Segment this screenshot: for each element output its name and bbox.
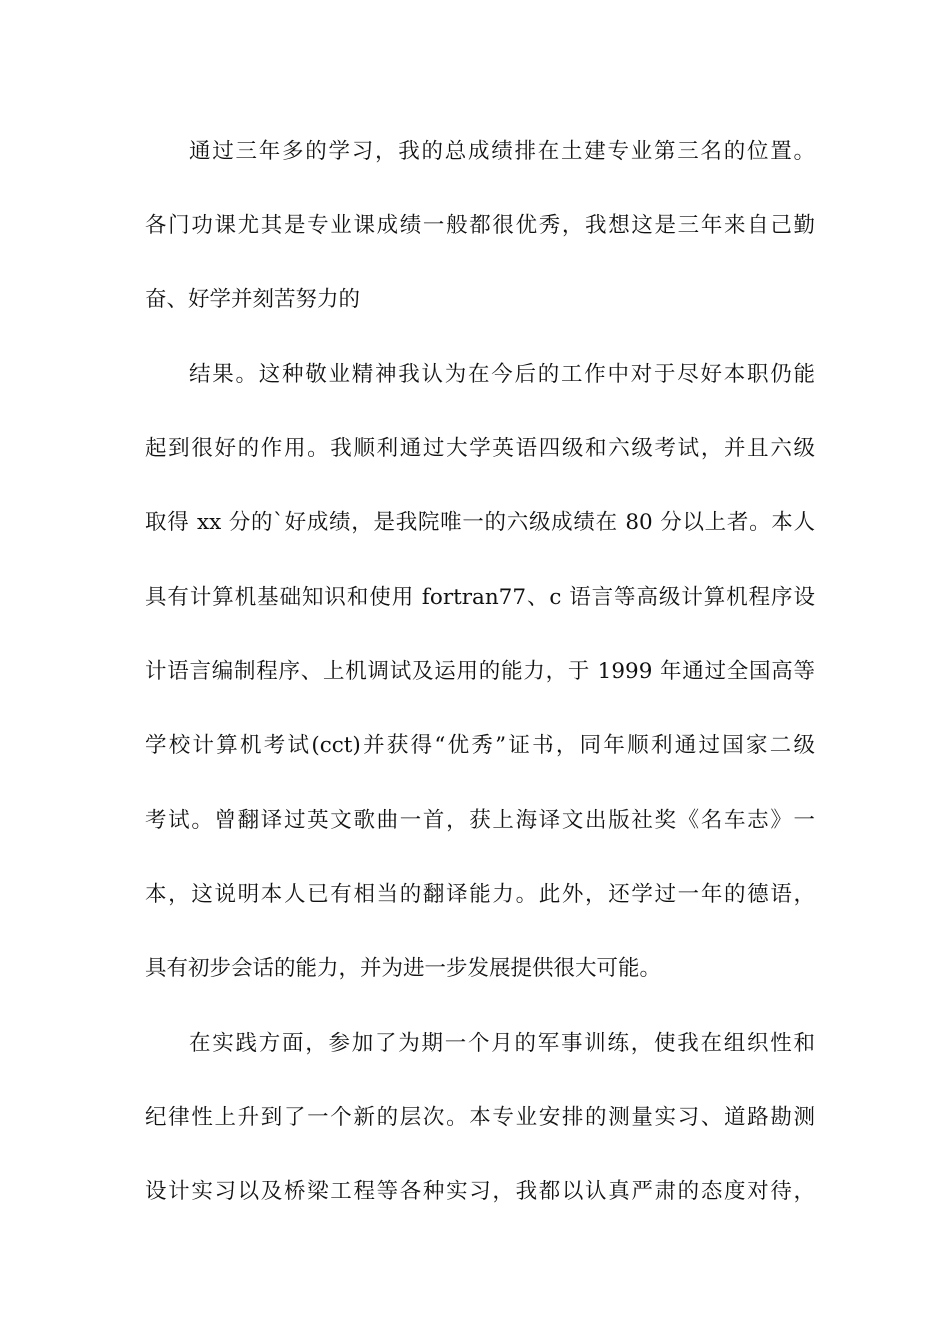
paragraph-line: 取得 xx 分的`好成绩，是我院唯一的六级成绩在 80 分以上者。本人 xyxy=(145,510,815,535)
paragraph-line: 具有初步会话的能力，并为进一步发展提供很大可能。 xyxy=(145,956,662,981)
paragraph-line: 计语言编制程序、上机调试及运用的能力，于 1999 年通过全国高等 xyxy=(145,659,815,684)
paragraph-line: 纪律性上升到了一个新的层次。本专业安排的测量实习、道路勘测 xyxy=(145,1105,815,1130)
paragraph-line: 学校计算机考试(cct)并获得“优秀”证书，同年顺利通过国家二级 xyxy=(145,733,815,758)
paragraph-line: 考试。曾翻译过英文歌曲一首，获上海译文出版社奖《名车志》一 xyxy=(145,808,815,833)
paragraph-line: 各门功课尤其是专业课成绩一般都很优秀，我想这是三年来自己勤 xyxy=(145,213,815,238)
paragraph-line: 在实践方面，参加了为期一个月的军事训练，使我在组织性和 xyxy=(189,1031,815,1056)
paragraph-line: 奋、好学并刻苦努力的 xyxy=(145,287,361,312)
paragraph-line: 具有计算机基础知识和使用 fortran77、c 语言等高级计算机程序设 xyxy=(145,585,815,610)
paragraph-line: 起到很好的作用。我顺利通过大学英语四级和六级考试，并且六级 xyxy=(145,436,815,461)
paragraph-line: 本，这说明本人已有相当的翻译能力。此外，还学过一年的德语， xyxy=(145,882,815,907)
paragraph-line: 结果。这种敬业精神我认为在今后的工作中对于尽好本职仍能 xyxy=(189,362,815,387)
paragraph-line: 设计实习以及桥梁工程等各种实习，我都以认真严肃的态度对待， xyxy=(145,1179,815,1204)
paragraph-line: 通过三年多的学习，我的总成绩排在土建专业第三名的位置。 xyxy=(189,139,815,164)
